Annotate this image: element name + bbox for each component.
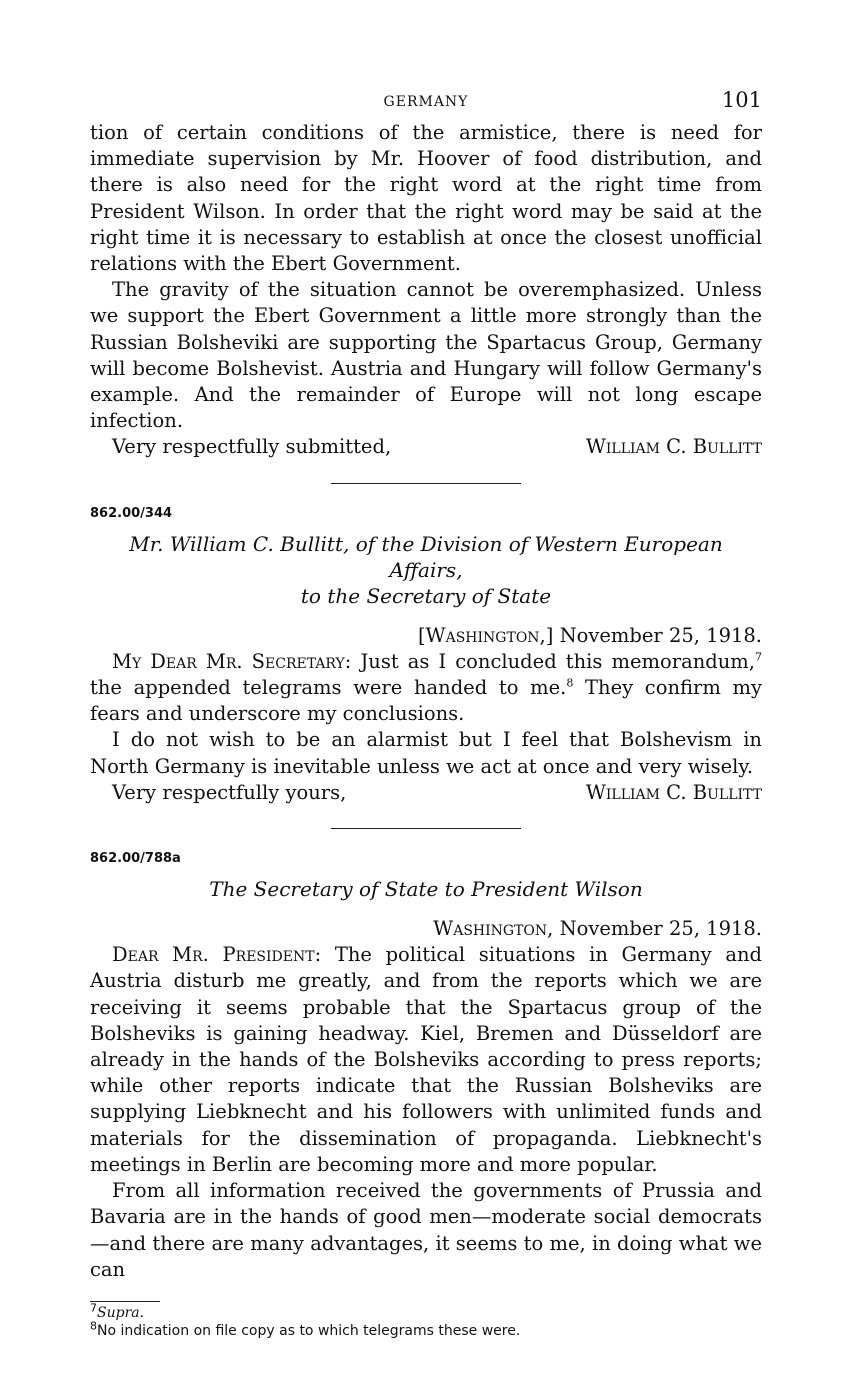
document-page: [90, 86, 762, 1340]
paragraph: I do not wish to be an alarmist but I feel that Bolshevism in North Germany is inevitable unless we act at once and very wisely.: [90, 728, 762, 778]
footnote-divider: [90, 1301, 160, 1302]
dateline-date: November 25, 1918.: [559, 623, 762, 647]
footnote-mark: 8: [90, 1319, 97, 1333]
text-run: the appended telegrams were handed to me.: [90, 676, 567, 700]
footnotes: [90, 1301, 762, 1340]
paragraph: [90, 942, 762, 1178]
footnote-text: No indication on file copy as to which telegrams these were.: [97, 1322, 521, 1339]
running-title: GERMANY: [383, 94, 469, 110]
salutation: My Dear Mr. Secretary:: [112, 649, 352, 673]
section-divider: [331, 483, 521, 484]
dateline: [90, 623, 762, 649]
page-header: [90, 86, 762, 120]
closing: Very respectfully submitted,: [112, 435, 392, 459]
heading-line: to the Secretary of State: [300, 583, 552, 608]
salutation: Dear Mr. President:: [112, 943, 322, 967]
text-run: They confirm my fears and underscore my conclusions.: [90, 676, 762, 726]
paragraph: The gravity of the situation cannot be overemphasized. Unless we support the Ebert Government a little more strongly than the Russian Bolsheviki are supporting the Spartacus Group, Germany will become Bolshevist. Austria and Hungary will follow Germany's example. And the remainder of Europe will not long escape infection.: [90, 278, 762, 433]
footnote: [90, 1319, 762, 1340]
signature-line: [90, 780, 762, 806]
footnote-mark: 7: [90, 1301, 97, 1315]
section-divider: [331, 828, 521, 829]
paragraph: [90, 649, 762, 728]
document-heading: [90, 876, 762, 902]
dateline-place: Washington,: [433, 917, 554, 941]
footnote: [90, 1301, 762, 1322]
footnote-ref: 8: [566, 676, 574, 690]
dateline-date: November 25, 1918.: [559, 917, 762, 941]
page-number: 101: [721, 88, 762, 112]
dateline: [90, 916, 762, 942]
signature: William C. Bullitt: [585, 780, 762, 804]
footnote-ref: 7: [755, 650, 762, 664]
heading-line: Mr. William C. Bullitt, of the Division of Western European Affairs,: [129, 531, 723, 582]
dateline-place: [Washington,]: [417, 623, 554, 647]
paragraph: tion of certain conditions of the armistice, there is need for immediate supervision by Mr. Hoover of food distribution, and there is also need for the right word at the right time from President Wilson. In order that the right word may be said at the right time it is necessary to establish at once the closest unofficial relations with the Ebert Government.: [90, 121, 762, 276]
paragraph: From all information received the governments of Prussia and Bavaria are in the hands of good men—moderate social democrats—and there are many advantages, it seems to me, in doing what we can: [90, 1179, 762, 1281]
text-run: Just as I concluded this memorandum,: [360, 649, 755, 673]
closing: Very respectfully yours,: [112, 780, 347, 804]
file-number: 862.00/344: [90, 505, 173, 521]
file-number: 862.00/788a: [90, 851, 181, 867]
signature: William C. Bullitt: [585, 435, 762, 459]
text-run: The political situations in Germany and Austria disturb me greatly, and from the reports which we are receiving it seems probable that the Spartacus group of the Bolsheviks is gaining headway. Kiel, Bremen and Düsseldorf are already in the hands of the Bolsheviks according to press reports; while other reports indicate that the Russian Bolsheviks are supplying Liebknecht and his followers with unlimited funds and materials for the dissemination of propaganda. Liebknecht's meetings in Berlin are becoming more and more popular.: [90, 943, 763, 1176]
heading-line: The Secretary of State to President Wilson: [209, 877, 643, 902]
signature-line: [90, 434, 762, 460]
document-heading: [90, 531, 762, 609]
footnote-text: Supra.: [97, 1304, 145, 1321]
